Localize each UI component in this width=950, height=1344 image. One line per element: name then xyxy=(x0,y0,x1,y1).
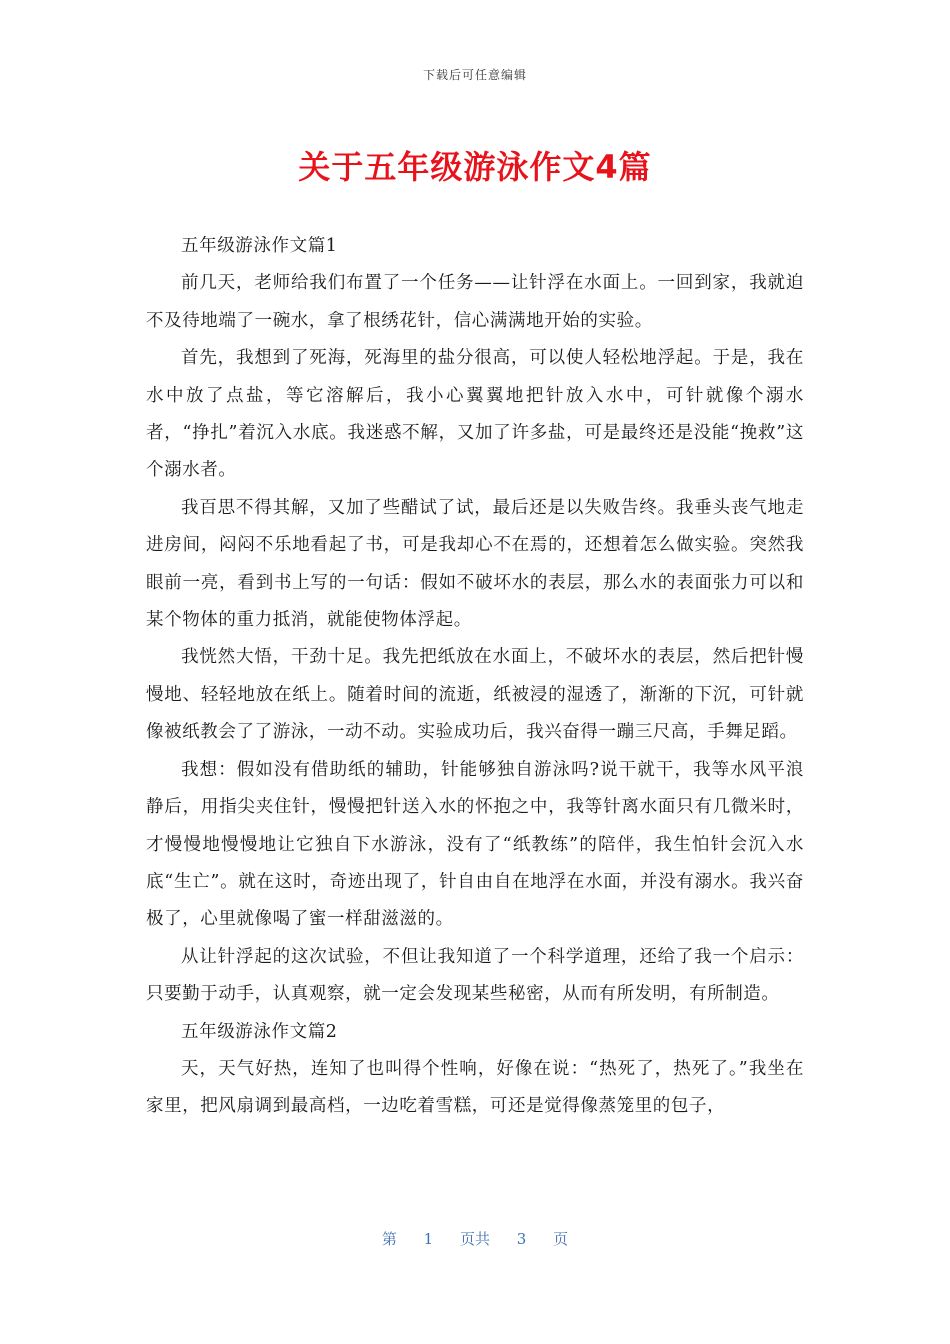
page-mid-label: 页共 xyxy=(459,1230,490,1248)
body-paragraph: 首先，我想到了死海，死海里的盐分很高，可以使人轻松地浮起。于是，我在水中放了点盐，等它溶解后，我小心翼翼地把针放入水中，可针就像个溺水者，“挣扎”着沉入水底。我迷惑不解，又加了许多盐，可是最终还是没能“挽救”这个溺水者。 xyxy=(146,348,804,481)
document-body xyxy=(146,228,804,1126)
page-number: 1 xyxy=(423,1230,434,1248)
page-total: 3 xyxy=(516,1230,527,1248)
body-paragraph: 我百思不得其解，又加了些醋试了试，最后还是以失败告终。我垂头丧气地走进房间，闷闷不乐地看起了书，可是我却心不在焉的，还想着怎么做实验。突然我眼前一亮，看到书上写的一句话：假如不破坏水的表层，那么水的表面张力可以和某个物体的重力抵消，就能使物体浮起。 xyxy=(146,497,804,631)
page-header-note: 下载后可任意编辑 xyxy=(422,68,527,82)
body-paragraph: 我恍然大悟，干劲十足。我先把纸放在水面上，不破坏水的表层，然后把针慢慢地、轻轻地放在纸上。随着时间的流逝，纸被浸的湿透了，渐渐的下沉，可针就像被纸教会了了游泳，一动不动。实验成功后，我兴奋得一蹦三尺高，手舞足蹈。 xyxy=(146,647,804,743)
page-label: 第 xyxy=(381,1230,397,1248)
section-heading-1: 五年级游泳作文篇1 xyxy=(181,236,338,256)
page-end-label: 页 xyxy=(553,1230,569,1248)
body-paragraph: 天，天气好热，连知了也叫得个性响，好像在说：“热死了，热死了。”我坐在家里，把风扇调到最高档，一边吃着雪糕，可还是觉得像蒸笼里的包子， xyxy=(146,1058,804,1117)
body-paragraph: 从让针浮起的这次试验，不但让我知道了一个科学道理，还给了我一个启示：只要勤于动手，认真观察，就一定会发现某些秘密，从而有所发明，有所制造。 xyxy=(146,946,804,1005)
section-heading-2: 五年级游泳作文篇2 xyxy=(181,1021,338,1042)
page-footer xyxy=(0,1228,950,1249)
body-paragraph: 我想：假如没有借助纸的辅助，针能够独自游泳吗?说干就干，我等水风平浪静后，用指尖夹住针，慢慢把针送入水的怀抱之中，我等针离水面只有几微米时，才慢慢地慢慢地让它独自下水游泳，没有了“纸教练”的陪伴，我生怕针会沉入水底“生亡”。就在这时，奇迹出现了，针自由自在地浮在水面，并没有溺水。我兴奋极了，心里就像喝了蜜一样甜滋滋的。 xyxy=(146,759,804,930)
document-title: 关于五年级游泳作文4篇 xyxy=(298,148,652,186)
body-paragraph: 前几天，老师给我们布置了一个任务——让针浮在水面上。一回到家，我就迫不及待地端了一碗水，拿了根绣花针，信心满满地开始的实验。 xyxy=(146,273,804,331)
